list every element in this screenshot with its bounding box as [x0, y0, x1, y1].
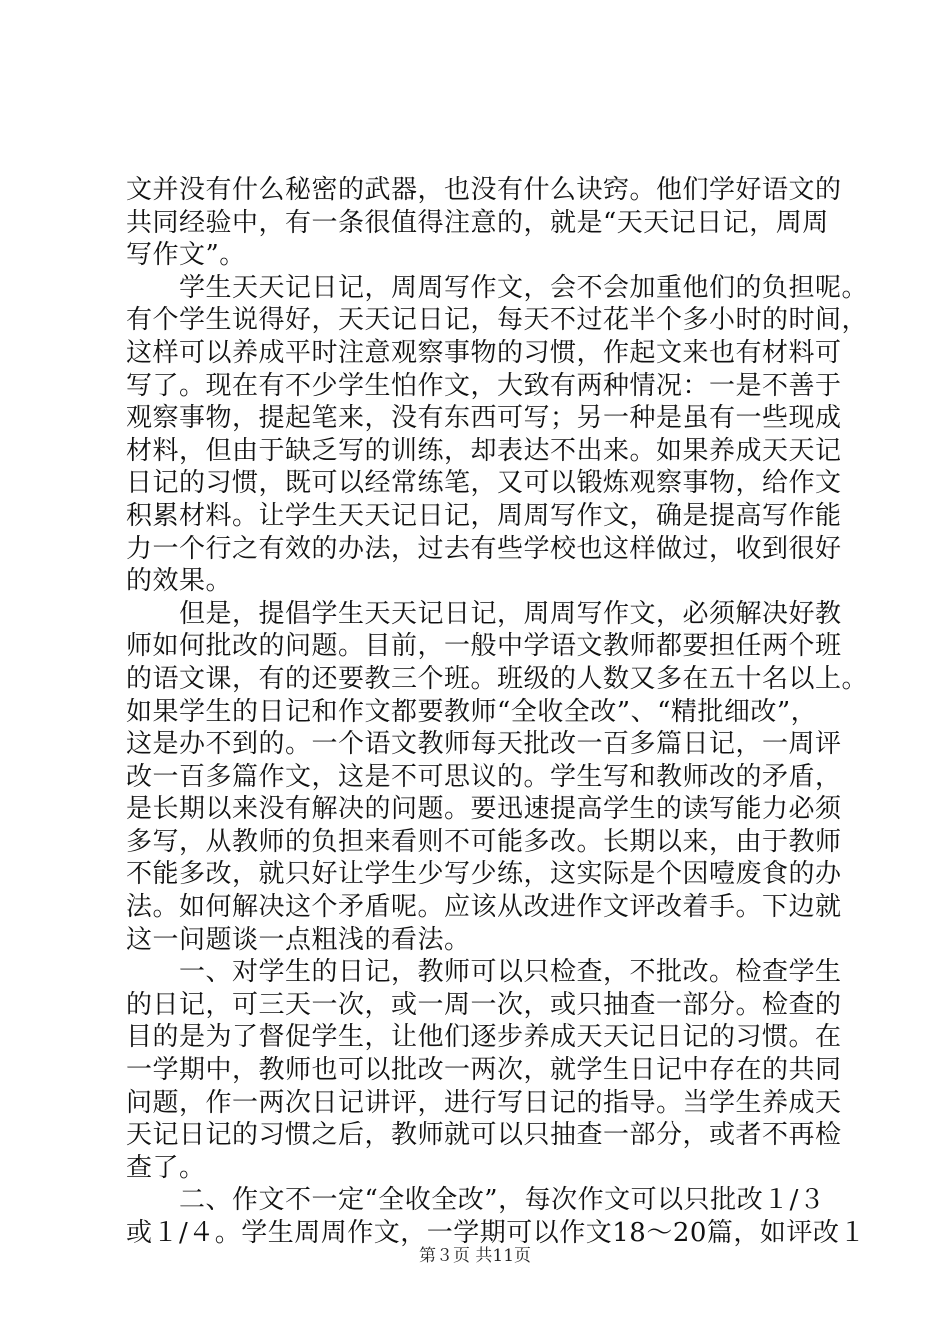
text-line: 这一问题谈一点粗浅的看法。 [126, 924, 471, 955]
text-line: 共同经验中，有一条很值得注意的，就是“天天记日记，周周 [126, 207, 829, 238]
document-body [126, 174, 869, 1250]
text-line: 或１/４。学生周周作文，一学期可以作文18～20篇，如评改１ [126, 1218, 866, 1248]
text-line: 是长期以来没有解决的问题。要迅速提高学生的读写能力必须 [126, 794, 842, 825]
text-line: 学生天天记日记，周周写作文，会不会加重他们的负担呢。 [126, 272, 869, 303]
text-line: 积累材料。让学生天天记日记，周周写作文，确是提高写作能 [126, 500, 842, 531]
text-line: 二、作文不一定“全收全改”，每次作文可以只批改１/３ [126, 1185, 826, 1216]
text-line: 力一个行之有效的办法，过去有些学校也这样做过，收到很好 [126, 533, 842, 564]
text-line: 师如何批改的问题。目前，一般中学语文教师都要担任两个班 [126, 631, 842, 662]
text-line: 目的是为了督促学生，让他们逐步养成天天记日记的习惯。在 [126, 1022, 842, 1053]
text-line: 但是，提倡学生天天记日记，周周写作文，必须解决好教 [126, 598, 842, 629]
text-line: 天记日记的习惯之后，教师就可以只抽查一部分，或者不再检 [126, 1120, 842, 1151]
page-number-footer: 第３页 共11页 [418, 1246, 532, 1266]
text-line: 文并没有什么秘密的武器，也没有什么诀窍。他们学好语文的 [126, 175, 842, 205]
text-line: 有个学生说得好，天天记日记，每天不过花半个多小时的时间， [126, 305, 869, 336]
text-line: 的日记，可三天一次，或一周一次，或只抽查一部分。检查的 [126, 989, 842, 1020]
text-line: 这样可以养成平时注意观察事物的习惯，作起文来也有材料可 [126, 337, 842, 368]
text-line: 材料，但由于缺乏写的训练，却表达不出来。如果养成天天记 [126, 435, 842, 466]
text-line: 观察事物，提起笔来，没有东西可写；另一种是虽有一些现成 [126, 403, 842, 434]
text-line: 如果学生的日记和作文都要教师“全收全改”、“精批细改”， [126, 696, 818, 727]
text-line: 一学期中，教师也可以批改一两次，就学生日记中存在的共同 [126, 1055, 842, 1086]
text-line: 这是办不到的。一个语文教师每天批改一百多篇日记，一周评 [126, 729, 842, 760]
text-line: 的语文课，有的还要教三个班。班级的人数又多在五十名以上。 [126, 663, 869, 694]
text-line: 一、对学生的日记，教师可以只检查，不批改。检查学生 [126, 957, 842, 988]
text-line: 法。如何解决这个矛盾呢。应该从改进作文评改着手。下边就 [126, 892, 842, 923]
text-line: 查了。 [126, 1152, 206, 1183]
text-line: 的效果。 [126, 566, 233, 597]
text-line: 问题，作一两次日记讲评，进行写日记的指导。当学生养成天 [126, 1087, 842, 1118]
text-line: 不能多改，就只好让学生少写少练，这实际是个因噎废食的办 [126, 859, 842, 890]
text-line: 改一百多篇作文，这是不可思议的。学生写和教师改的矛盾， [126, 761, 842, 792]
text-line: 多写，从教师的负担来看则不可能多改。长期以来，由于教师 [126, 826, 842, 857]
text-line: 日记的习惯，既可以经常练笔，又可以锻炼观察事物，给作文 [126, 468, 842, 499]
text-line: 写了。现在有不少学生怕作文，大致有两种情况：一是不善于 [126, 370, 842, 401]
text-line: 写作文”。 [126, 240, 246, 271]
